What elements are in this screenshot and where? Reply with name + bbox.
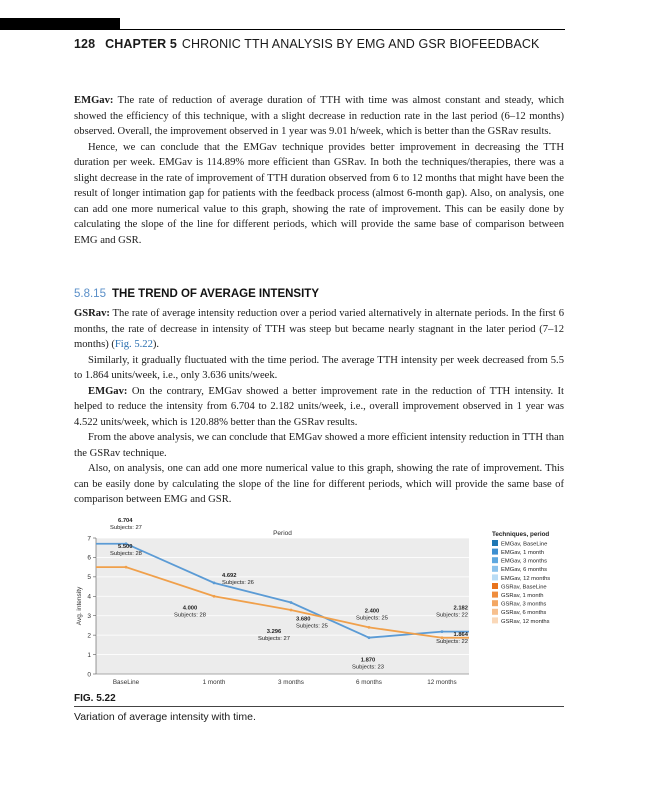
legend-entry: EMGav, 1 month [501,550,545,556]
paragraph-body-end: ). [152,339,160,350]
data-point-gsrav [213,595,216,598]
data-label-value: 2.400 [364,608,380,615]
legend-swatch [492,583,498,589]
y-tick-label: 5 [87,574,91,582]
page-number: 128 [74,37,96,51]
legend-swatch [492,540,498,546]
y-tick-label: 6 [87,554,91,562]
paragraph-body: The rate of reduction of average duration of TTH with time was almost constant and steady, which showed the efficiency of this technique, with a slight decrease in reduction rate in the last period (6–12 months) observed. Overall, the improvement observed in 1 year was 9.01 h/week, which is better than the GSRav results. [74,95,564,137]
x-tick-label: 6 months [356,679,382,686]
chapter-label: CHAPTER 5 [105,37,177,51]
data-point-emgav [213,581,216,584]
data-label-subjects: Subjects: 22 [436,638,468,645]
y-axis-label: Avg. intensity [76,586,83,626]
legend-entry: GSRav, 6 months [501,610,547,617]
paragraph-emgav-duration [74,93,564,140]
section-number: 5.8.15 [74,288,106,300]
paragraph-gsrav-intensity [74,306,564,353]
chapter-title: CHRONIC TTH ANALYSIS BY EMG AND GSR BIOFEEDBACK [181,37,540,51]
data-label-value: 1.864 [453,631,468,638]
paragraph-lead: EMGav: [88,385,128,397]
legend-swatch [492,574,498,580]
section-title: THE TREND OF AVERAGE INTENSITY [111,288,319,300]
data-label-subjects: Subjects: 26 [222,579,254,586]
paragraph-body: Similarly, it gradually fluctuated with the time period. The average TTH intensity per week decreased from 5.5 to 1.864 units/week, i.e., only 3.636 units/week. [74,354,564,381]
chart-title: Period [273,530,292,537]
paragraph-body: From the above analysis, we can conclude that EMGav showed a more efficient intensity reduction in TTH than the GSRav technique. [74,432,564,459]
data-label-subjects: Subjects: 27 [110,524,142,531]
paragraph-body: Also, on analysis, one can add one more numerical value to this graph, showing the rate of improvement. This can be easily done by calculating the slope of the line for different periods, which will provide the same base of comparison between EMG and GSR. [74,463,564,505]
legend-swatch [492,600,498,606]
figure-reference-link[interactable]: Fig. 5.22 [114,339,153,350]
x-tick-label: BaseLine [112,679,140,686]
data-label-value: 2.182 [453,605,468,612]
legend-swatch [492,549,498,555]
paragraph-body: On the contrary, EMGav showed a better improvement rate in the reduction of TTH intensity. It helped to reduce the intensity from 6.704 to 2.182 units/week, i.e., overall improvement observed in 1 year was 4.522 units/week, which is 120.88% better than the GSRav results. [74,385,564,428]
data-point-gsrav [290,609,293,612]
paragraph-emgav-intensity [74,384,564,431]
section-paragraphs [74,306,564,508]
plot-background [96,538,469,674]
data-label-value: 1.870 [360,657,376,664]
data-label-subjects: Subjects: 25 [356,615,388,622]
running-head [74,37,574,51]
legend-entry: GSRav, 1 month [501,593,544,599]
data-label-value: 3.296 [266,628,282,635]
data-label-subjects: Subjects: 28 [110,551,142,558]
x-tick-label: 12 months [427,679,457,686]
legend-entry: EMGav, 12 months [501,575,551,582]
legend-swatch [492,617,498,623]
y-tick-label: 1 [87,651,91,659]
legend-title: Techniques, period [492,531,550,538]
paragraph-intensity-conclusion [74,430,564,461]
paragraph-lead: EMGav: [74,95,114,106]
x-tick-label: 1 month [202,679,226,686]
data-label-value: 4.000 [182,605,198,612]
paragraph-body: Hence, we can conclude that the EMGav technique provides better improvement in decreasing the TTH duration per week. EMGav is 114.89% more efficient than GSRav. In both the techniques/therapies, there was a slight decrease in the rate of improvement of TTH duration observed from 6 to 12 months that might have been the result of longer intimation gap for patients with the feedback process (almost 6-month gap). Also, on analysis, one can add one more numerical value to this graph, showing the rate of improvement. This can be easily done by calculating the slope of the line for different periods, which will provide the same base of comparison between EMG and GSR. [74,141,564,246]
paragraph-body: The rate of average intensity reduction over a period varied alternatively in alternate periods. In the first 6 months, the rate of decrease in intensity of TTH was steep but became nearly stagnant in the later period (7–12 months) ( [74,308,564,350]
intensity-chart [74,517,574,688]
figure-caption: Variation of average intensity with time. [74,711,256,723]
legend-entry: GSRav, 3 months [501,601,547,608]
y-tick-label: 4 [87,593,91,601]
x-tick-label: 3 months [278,679,304,686]
y-tick-label: 3 [87,613,91,621]
paragraph-conclusion-duration [74,140,564,249]
figure-rule [74,706,564,707]
paragraph-slope-analysis [74,461,564,508]
y-tick-label: 7 [87,535,91,543]
section-heading [74,288,564,300]
y-tick-label: 0 [87,671,91,679]
figure-label: FIG. 5.22 [74,693,116,704]
legend-entry: EMGav, 3 months [501,558,547,565]
data-point-emgav [368,636,371,639]
data-point-gsrav [125,566,128,569]
legend-entry: EMGav, 6 months [501,567,547,574]
legend-swatch [492,566,498,572]
data-point-emgav [290,601,293,604]
intro-paragraphs [74,93,564,248]
data-label-subjects: Subjects: 27 [258,635,290,642]
data-point-emgav [441,630,444,633]
data-label-value: 3.680 [296,616,311,623]
data-label-subjects: Subjects: 25 [296,623,328,630]
data-label-value: 5.500 [118,544,133,551]
legend-swatch [492,609,498,615]
paragraph-lead: GSRav: [74,308,110,319]
data-label-value: 6.704 [118,517,133,524]
legend-swatch [492,557,498,563]
legend-entry: GSRav, BaseLine [501,584,547,591]
legend-entry: EMGav, BaseLine [501,541,548,548]
legend-swatch [492,592,498,598]
legend-entry: GSRav, 12 months [501,618,550,625]
data-point-gsrav [368,626,371,629]
data-label-value: 4.692 [222,572,237,579]
top-rule [0,29,565,30]
data-label-subjects: Subjects: 28 [174,612,206,619]
data-label-subjects: Subjects: 22 [436,612,468,619]
y-tick-label: 2 [87,632,91,640]
data-label-subjects: Subjects: 23 [352,664,384,671]
paragraph-gsrav-fluctuation [74,353,564,384]
